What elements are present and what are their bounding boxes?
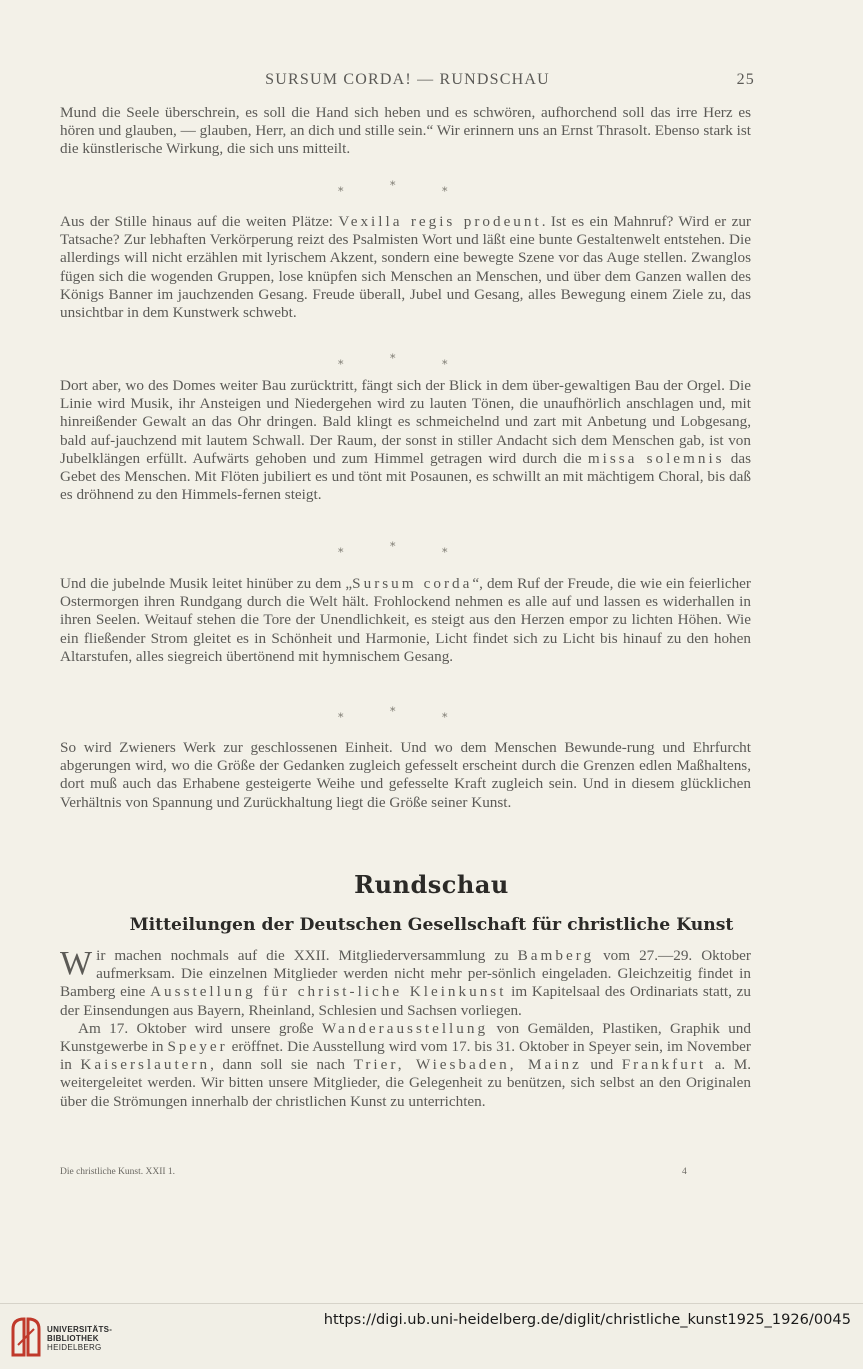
page-number: 25	[736, 71, 755, 88]
section-separator	[300, 540, 500, 562]
emphasis-cities: Trier, Wiesbaden, Mainz	[353, 1056, 582, 1074]
text-run: und	[581, 1056, 622, 1074]
quote-missa: missa solemnis	[587, 449, 725, 467]
paragraph-1	[60, 104, 751, 159]
section-separator	[300, 352, 500, 374]
separator-star: *	[442, 546, 448, 559]
paragraph-2	[60, 213, 751, 322]
paragraph-2-rest: . Ist es ein Mahnruf? Wird er zur Tatsache? Zur lebhaften Verkörperung reizt des Psalmisten Wort und läßt eine bunte Gestaltenwelt entstehen. Die allerdings will nicht erzählen mit lyrischem Akzent, sondern eine bewegte Szene vor das Auge stellen. Zwanglos fügen sich die wogenden Gruppen, lose knüpfen sich Menschen an Menschen, und über dem Ganzen wallen des Königs Banner im jauchzenden Gesang. Freude überall, Jubel und Gesang, alles Bewegung einem Ziele zu, das unsichtbar in dem Kunstwerk schwebt.	[60, 213, 751, 322]
separator-star: *	[390, 540, 396, 553]
rundschau-paragraph-2	[60, 1020, 751, 1111]
paragraph-4-rest: “, dem Ruf der Freude, die wie ein feierlicher Ostermorgen ihren Rundgang durch die Welt hält. Frohlockend nehmen es alle auf und lassen es widerhallen in ihren Seelen. Weitauf stehen die Tore der Unendlichkeit, es steigt aus den Herzen empor zu lichten Höhen. Wie ein fließender Strom gleitet es in Schönheit und Harmonie, Licht findet sich zu Licht bis hinauf zu den hohen Altarstufen, alles siegreich übertönend mit hymnischem Gesang.	[60, 575, 751, 665]
separator-star: *	[442, 711, 448, 724]
running-head-title: SURSUM CORDA! — RUNDSCHAU	[265, 71, 550, 88]
paragraph-5	[60, 739, 751, 812]
text-run: Am 17. Oktober wird unsere große	[78, 1019, 322, 1037]
rundschau-body	[60, 947, 751, 1111]
emphasis-kaiserslautern: Kaiserslautern	[80, 1056, 211, 1074]
section-subheading: Mitteilungen der Deutschen Gesellschaft für christliche Kunst	[129, 915, 734, 935]
quote-sursum: Sursum corda	[352, 575, 473, 592]
separator-star: *	[338, 185, 344, 198]
library-logo-icon[interactable]	[10, 1315, 42, 1357]
emphasis-frankfurt: Frankfurt	[621, 1056, 707, 1074]
running-head	[60, 71, 755, 93]
emphasis-speyer: Speyer	[167, 1038, 228, 1056]
footer-signature: 4	[682, 1167, 687, 1177]
drop-cap: W	[60, 945, 93, 982]
paragraph-4	[60, 575, 751, 666]
logo-line: UNIVERSITÄTS-	[47, 1325, 113, 1334]
logo-line: HEIDELBERG	[47, 1343, 102, 1353]
rundschau-paragraph-1	[60, 947, 751, 1020]
footer-journal: Die christliche Kunst. XXII 1.	[60, 1167, 176, 1177]
emphasis-wanderausstellung: Wanderausstellung	[321, 1019, 489, 1037]
section-heading: Rundschau	[354, 870, 509, 899]
text-run: von Gemälden, Plastiken, Graphik und Kunstgewerbe in	[60, 1019, 751, 1056]
separator-star: *	[442, 185, 448, 198]
paragraph-3-start: Dort aber, wo des Domes weiter Bau zurücktritt, fängt sich der Blick in dem über-gewaltigen Bau der Orgel. Die Linie wird Musik, ihr Ansteigen und Niedergehen wird zu lauten Tönen, die unaufhörlich anschlagen und, mit hinreißender Gewalt an das Ohr dringen. Bald klingt es schmeichelnd und zart mit Anbetung und Lobgesang, bald auf-jauchzend mit lautem Schwall. Der Raum, der sonst in stiller Andacht sich dem Menschen gab, ist von Jubelklängen erfüllt. Aufwärts gehoben und zum Himmel getragen wird durch die	[60, 377, 751, 467]
paragraph-2-start: Aus der Stille hinaus auf die weiten Plätze:	[60, 213, 339, 230]
paragraph-3	[60, 377, 751, 504]
emphasis-bamberg: Bamberg	[517, 947, 595, 964]
text-run: eröffnet. Die Ausstellung wird vom 17. bis 31. Oktober in Speyer sein, im November in	[60, 1038, 751, 1074]
separator-star: *	[390, 705, 396, 718]
separator-star: *	[442, 358, 448, 371]
section-separator	[300, 179, 500, 201]
separator-star: *	[390, 179, 396, 192]
viewer-bottom-bar	[0, 1303, 863, 1369]
quote-vexilla: Vexilla regis prodeunt	[338, 213, 542, 230]
text-run: a. M. weitergeleitet werden. Wir bitten unsere Mitglieder, die Gelegenheit zu benützen, sich selbst an den Originalen über die Strömungen innerhalb der christlichen Kunst zu unterrichten.	[60, 1056, 751, 1110]
permalink-url[interactable]: https://digi.ub.uni-heidelberg.de/diglit/christliche_kunst1925_1926/0045	[323, 1311, 851, 1328]
separator-star: *	[390, 352, 396, 365]
section-separator	[300, 705, 500, 727]
paragraph-4-start: Und die jubelnde Musik leitet hinüber zu dem „	[60, 575, 353, 592]
paragraph-5-text: So wird Zwieners Werk zur geschlossenen Einheit. Und wo dem Menschen Bewunde-rung und Ehrfurcht abgerungen wird, wo die Größe der Gedanken zugleich gefesselt erscheint durch die Grenzen edlen Maßhaltens, dort muß auch das Erhabene gesteigerte Weihe und gefesselte Kraft zugleich sein. Und in diesem glücklichen Verhältnis von Spannung und Zurückhaltung liegt die Größe seiner Kunst.	[60, 739, 751, 811]
separator-star: *	[338, 546, 344, 559]
text-run: im Kapitelsaal des Ordinariats statt, zu der Einsendungen aus Bayern, Rheinland, Schlesien und Sachsen vorliegen.	[60, 983, 751, 1019]
text-run: vom 27.—29. Oktober aufmerksam. Die einzelnen Mitglieder werden nicht mehr per-sönlich eingeladen. Gleichzeitig findet in Bamberg eine	[60, 947, 751, 1001]
text-run: ir machen nochmals auf die XXII. Mitgliederversammlung zu	[96, 947, 518, 964]
page-footer	[60, 1167, 751, 1177]
text-run: , dann soll sie nach	[210, 1056, 354, 1074]
separator-star: *	[338, 711, 344, 724]
emphasis-ausstellung: Ausstellung für christ-liche Kleinkunst	[150, 983, 507, 1001]
separator-star: *	[338, 358, 344, 371]
library-logo-text	[47, 1325, 112, 1353]
logo-line: BIBLIOTHEK	[47, 1334, 99, 1344]
paragraph-1-text: Mund die Seele überschrein, es soll die Hand sich heben und es schwören, aufhorchend soll das irre Herz es hören und glauben, — glauben, Herr, an dich und stille sein.“ Wir erinnern uns an Ernst Thrasolt. Ebenso stark ist die künstlerische Wirkung, die sich uns mitteilt.	[60, 104, 751, 158]
paragraph-3-rest: das Gebet des Menschen. Mit Flöten jubiliert es und tönt mit Posaunen, es schwillt an mit mächtigem Choral, bis daß es dröhnend zu den Himmels-fernen steigt.	[60, 449, 751, 504]
